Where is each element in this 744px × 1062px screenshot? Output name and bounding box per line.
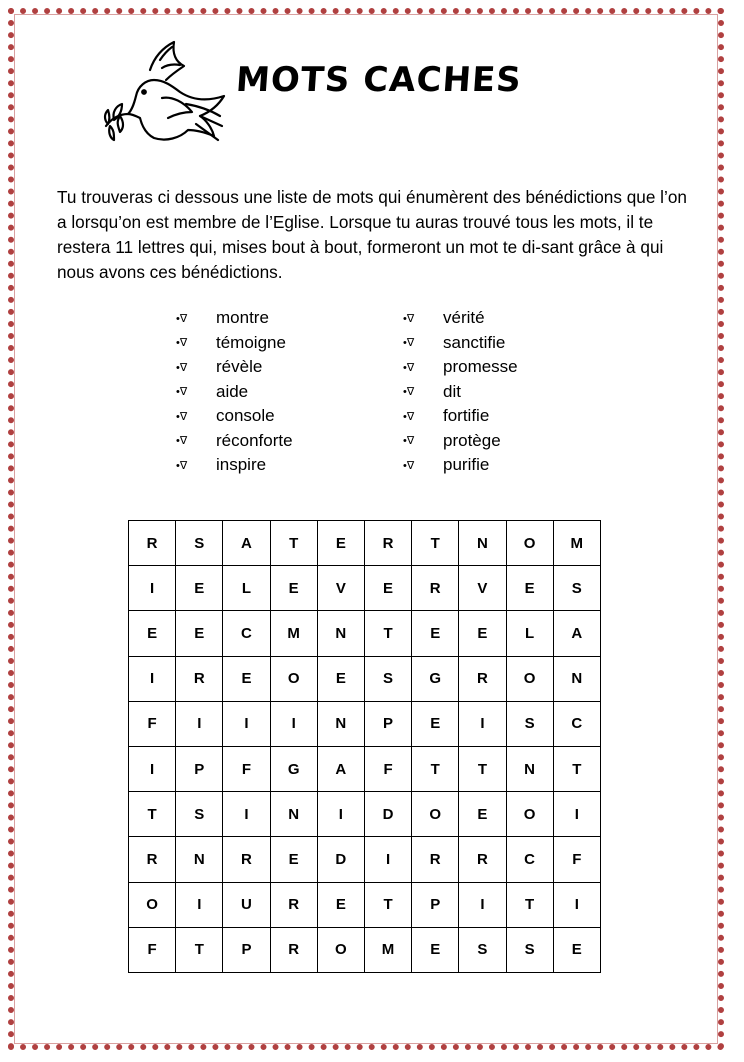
grid-cell[interactable]: U (223, 882, 270, 927)
grid-cell[interactable]: E (412, 701, 459, 746)
bullet-icon: •∇ (176, 361, 188, 374)
word-label: console (216, 406, 275, 426)
bullet-icon: •∇ (176, 435, 188, 448)
grid-cell[interactable]: O (317, 927, 364, 972)
grid-cell[interactable]: D (364, 792, 411, 837)
grid-cell[interactable]: R (364, 521, 411, 566)
grid-cell[interactable]: I (176, 701, 223, 746)
word-label: dit (443, 381, 461, 401)
grid-cell[interactable]: S (506, 927, 553, 972)
word-label: sanctifie (443, 332, 506, 352)
grid-cell[interactable]: M (553, 521, 600, 566)
grid-cell[interactable]: S (176, 521, 223, 566)
grid-cell[interactable]: C (506, 837, 553, 882)
grid-cell[interactable]: P (176, 746, 223, 791)
grid-cell[interactable]: I (459, 882, 506, 927)
grid-cell[interactable]: G (270, 746, 317, 791)
grid-row (129, 521, 601, 566)
grid-cell[interactable]: S (506, 701, 553, 746)
bullet-icon: •∇ (176, 410, 188, 423)
bullet-icon: •∇ (403, 459, 415, 472)
grid-cell[interactable]: E (412, 927, 459, 972)
word-list-item (174, 355, 293, 380)
word-list-item (401, 331, 518, 356)
grid-row (129, 701, 601, 746)
bullet-icon: •∇ (176, 337, 188, 350)
grid-cell[interactable]: N (553, 656, 600, 701)
grid-cell[interactable]: I (364, 837, 411, 882)
word-list-item (174, 380, 293, 405)
grid-cell[interactable]: L (223, 566, 270, 611)
grid-cell[interactable]: R (412, 566, 459, 611)
grid-cell[interactable]: T (364, 882, 411, 927)
grid-cell[interactable]: A (553, 611, 600, 656)
grid-cell[interactable]: F (223, 746, 270, 791)
grid-cell[interactable]: E (223, 656, 270, 701)
grid-cell[interactable]: M (270, 611, 317, 656)
grid-cell[interactable]: I (459, 701, 506, 746)
grid-cell[interactable]: O (270, 656, 317, 701)
grid-cell[interactable]: O (506, 656, 553, 701)
grid-cell[interactable]: E (412, 611, 459, 656)
word-label: vérité (443, 308, 485, 328)
grid-cell[interactable]: R (270, 882, 317, 927)
grid-cell[interactable]: A (317, 746, 364, 791)
grid-cell[interactable]: I (129, 746, 176, 791)
grid-cell[interactable]: F (364, 746, 411, 791)
word-label: protège (443, 430, 501, 450)
grid-cell[interactable]: R (412, 837, 459, 882)
grid-cell[interactable]: S (459, 927, 506, 972)
bullet-icon: •∇ (176, 459, 188, 472)
grid-cell[interactable]: E (176, 611, 223, 656)
grid-cell[interactable]: C (553, 701, 600, 746)
grid-row (129, 792, 601, 837)
dove-with-olive-branch-icon (102, 40, 228, 148)
word-list-item (401, 404, 518, 429)
grid-cell[interactable]: T (412, 521, 459, 566)
word-list-item (401, 306, 518, 331)
grid-cell[interactable]: A (223, 521, 270, 566)
bullet-icon: •∇ (403, 361, 415, 374)
bullet-icon: •∇ (403, 386, 415, 399)
bullet-icon: •∇ (403, 337, 415, 350)
word-label: promesse (443, 357, 518, 377)
word-list-item (401, 355, 518, 380)
grid-cell[interactable]: N (317, 611, 364, 656)
grid-cell[interactable]: V (317, 566, 364, 611)
grid-row (129, 837, 601, 882)
word-label: inspire (216, 455, 267, 475)
word-search-grid (128, 520, 601, 973)
grid-cell[interactable]: P (223, 927, 270, 972)
grid-cell[interactable]: E (317, 882, 364, 927)
bullet-icon: •∇ (403, 435, 415, 448)
grid-cell[interactable]: V (459, 566, 506, 611)
grid-cell[interactable]: O (506, 792, 553, 837)
grid-cell[interactable]: T (176, 927, 223, 972)
grid-cell[interactable]: C (223, 611, 270, 656)
grid-cell[interactable]: T (553, 746, 600, 791)
grid-cell[interactable]: T (412, 746, 459, 791)
grid-cell[interactable]: O (506, 521, 553, 566)
word-list-item (401, 453, 518, 478)
grid-cell[interactable]: F (553, 837, 600, 882)
grid-row (129, 927, 601, 972)
grid-cell[interactable]: M (364, 927, 411, 972)
grid-cell[interactable]: N (176, 837, 223, 882)
word-list-right (401, 306, 518, 478)
word-list-left (174, 306, 293, 478)
grid-cell[interactable]: D (317, 837, 364, 882)
page-title: MOTS CACHES (234, 60, 524, 100)
word-list-item (174, 306, 293, 331)
grid-row (129, 566, 601, 611)
grid-cell[interactable]: N (506, 746, 553, 791)
word-label: témoigne (216, 332, 286, 352)
grid-cell[interactable]: T (506, 882, 553, 927)
grid-cell[interactable]: I (317, 792, 364, 837)
grid-cell[interactable]: R (459, 837, 506, 882)
word-label: réconforte (216, 430, 293, 450)
bullet-icon: •∇ (403, 312, 415, 325)
word-list-item (401, 429, 518, 454)
grid-cell[interactable]: N (317, 701, 364, 746)
grid-cell[interactable]: T (459, 746, 506, 791)
grid-cell[interactable]: E (317, 656, 364, 701)
grid-cell[interactable]: R (459, 656, 506, 701)
grid-cell[interactable]: E (176, 566, 223, 611)
word-label: révèle (216, 357, 263, 377)
word-label: aide (216, 381, 249, 401)
grid-cell[interactable]: S (364, 656, 411, 701)
grid-cell[interactable]: O (129, 882, 176, 927)
grid-cell[interactable]: R (129, 837, 176, 882)
word-label: montre (216, 308, 269, 328)
word-label: fortifie (443, 406, 490, 426)
bullet-icon: •∇ (403, 410, 415, 423)
bullet-icon: •∇ (176, 386, 188, 399)
grid-cell[interactable]: R (129, 521, 176, 566)
grid-cell[interactable]: P (364, 701, 411, 746)
grid-cell[interactable]: I (270, 701, 317, 746)
grid-cell[interactable]: F (129, 927, 176, 972)
grid-cell[interactable]: R (223, 837, 270, 882)
grid-cell[interactable]: E (459, 792, 506, 837)
grid-cell[interactable]: T (270, 521, 317, 566)
grid-cell[interactable]: E (270, 837, 317, 882)
grid-cell[interactable]: F (129, 701, 176, 746)
grid-row (129, 611, 601, 656)
grid-row (129, 656, 601, 701)
grid-cell[interactable]: R (270, 927, 317, 972)
grid-cell[interactable]: E (364, 566, 411, 611)
grid-cell[interactable]: N (459, 521, 506, 566)
grid-cell[interactable]: E (506, 566, 553, 611)
grid-cell[interactable]: I (176, 882, 223, 927)
grid-cell[interactable]: G (412, 656, 459, 701)
grid-cell[interactable]: I (223, 792, 270, 837)
word-list-item (174, 429, 293, 454)
grid-cell[interactable]: O (412, 792, 459, 837)
grid-cell[interactable]: E (459, 611, 506, 656)
grid-cell[interactable]: I (129, 656, 176, 701)
word-list-item (174, 404, 293, 429)
grid-row (129, 746, 601, 791)
grid-row (129, 882, 601, 927)
grid-cell[interactable]: E (129, 611, 176, 656)
grid-cell[interactable]: T (129, 792, 176, 837)
grid-cell[interactable]: L (506, 611, 553, 656)
grid-cell[interactable]: S (176, 792, 223, 837)
word-list-item (174, 331, 293, 356)
word-label: purifie (443, 455, 490, 475)
grid-cell[interactable]: I (553, 792, 600, 837)
grid-cell[interactable]: I (129, 566, 176, 611)
word-list-item (174, 453, 293, 478)
instructions-paragraph: Tu trouveras ci dessous une liste de mots qui énumèrent des bénédictions que l’on a lorsqu’on est membre de l’Eglise. Lorsque tu auras trouvé tous les mots, il te restera 11 lettres qui, mises bout à bout, formeront un mot te di-sant grâce à qui nous avons ces bénédictions. (57, 187, 687, 282)
grid-cell[interactable]: E (553, 927, 600, 972)
grid-cell[interactable]: E (317, 521, 364, 566)
grid-cell[interactable]: P (412, 882, 459, 927)
grid-cell[interactable]: I (553, 882, 600, 927)
grid-cell[interactable]: I (223, 701, 270, 746)
grid-cell[interactable]: E (270, 566, 317, 611)
grid-cell[interactable]: R (176, 656, 223, 701)
grid-cell[interactable]: T (364, 611, 411, 656)
bullet-icon: •∇ (176, 312, 188, 325)
word-list-item (401, 380, 518, 405)
grid-cell[interactable]: S (553, 566, 600, 611)
grid-cell[interactable]: N (270, 792, 317, 837)
